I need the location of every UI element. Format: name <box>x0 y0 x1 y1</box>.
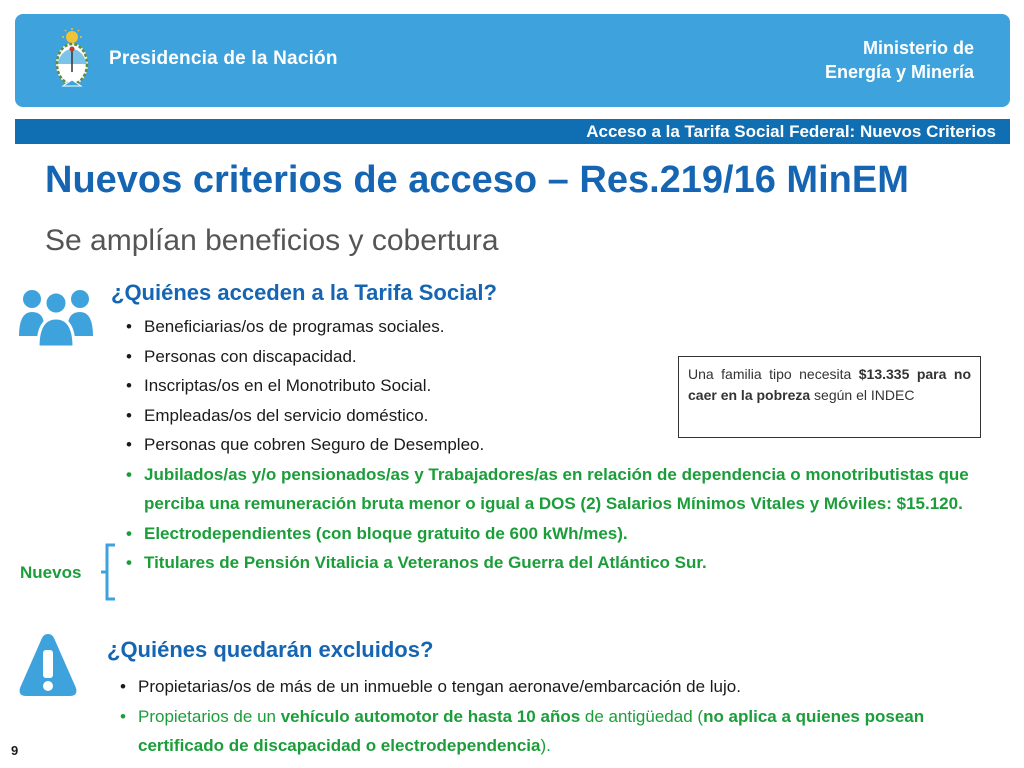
list-item: • Empleadas/os del servicio doméstico. <box>118 401 978 431</box>
list-item-new: • Titulares de Pensión Vitalicia a Veteranos de Guerra del Atlántico Sur. <box>118 548 978 578</box>
vehicle-text-3: de antigüedad ( <box>580 706 704 726</box>
slide-title: Nuevos criterios de acceso – Res.219/16 MinEM <box>45 159 909 201</box>
list-item: • Personas con discapacidad. <box>118 342 978 372</box>
ministry-name <box>825 36 974 84</box>
presidency-name: Presidencia de la Nación <box>109 48 338 69</box>
ministry-line-1: Ministerio de <box>862 38 974 58</box>
bracket-icon <box>101 543 119 601</box>
list-item-vehicle <box>112 702 972 761</box>
access-list <box>118 312 978 578</box>
note-text-end: según el INDEC <box>810 387 915 403</box>
list-item: • Beneficiarias/os de programas sociales. <box>118 312 978 342</box>
vehicle-text-4: no aplica a quienes posean certificado de discapacidad o electrodependencia <box>138 706 925 755</box>
ministry-line-2: Energía y Minería <box>824 62 974 82</box>
info-note-box <box>678 356 981 438</box>
vehicle-text-2: vehículo automotor de hasta 10 años <box>280 706 581 726</box>
list-item-new: • Jubilados/as y/o pensionados/as y Trabajadores/as en relación de dependencia o monotributistas que perciba una remuneración bruta menor o igual a DOS (2) Salarios Mínimos Vitales y Móviles: $15.120. <box>118 460 978 519</box>
people-group-icon <box>18 284 94 348</box>
nuevos-label: Nuevos <box>20 563 82 582</box>
warning-icon <box>18 632 78 698</box>
slide-subtitle: Se amplían beneficios y cobertura <box>45 224 499 257</box>
vehicle-text-1: Propietarios de un <box>138 706 281 726</box>
section-heading-access: ¿Quiénes acceden a la Tarifa Social? <box>111 280 497 305</box>
page-number: 9 <box>11 743 19 758</box>
header-banner <box>15 14 1010 107</box>
list-item: • Inscriptas/os en el Monotributo Social. <box>118 371 978 401</box>
presidency-logo <box>53 28 338 90</box>
note-highlight: $13.335 para no caer en la pobreza <box>688 366 971 403</box>
list-item: • Personas que cobren Seguro de Desempleo. <box>118 430 978 460</box>
excluded-list <box>112 672 972 761</box>
list-item-new: • Electrodependientes (con bloque gratuito de 600 kWh/mes). <box>118 519 978 549</box>
list-item: • Propietarias/os de más de un inmueble o tengan aeronave/embarcación de lujo. <box>112 672 972 702</box>
note-text: Una familia tipo necesita <box>688 366 859 382</box>
subheader-bar: Acceso a la Tarifa Social Federal: Nuevos Criterios <box>15 119 1010 144</box>
section-heading-excluded: ¿Quiénes quedarán excluidos? <box>107 637 434 662</box>
vehicle-text-5: ). <box>540 736 551 755</box>
coat-of-arms-icon <box>53 28 91 90</box>
